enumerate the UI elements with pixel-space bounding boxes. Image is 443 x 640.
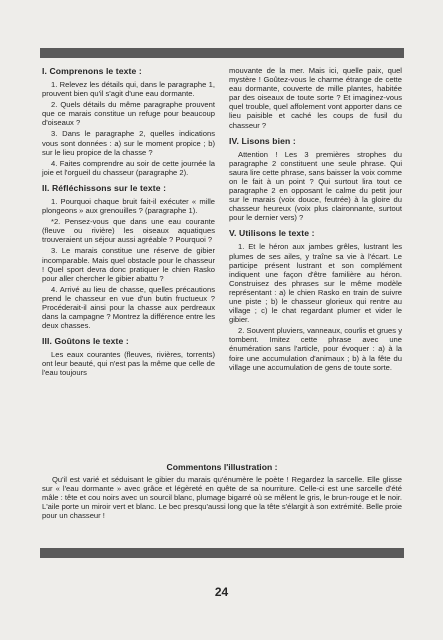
- bottom-rule: [40, 548, 404, 558]
- illustration-section: [42, 462, 402, 520]
- section-2-item-2: *2. Pensez-vous que dans une eau courante (fleuve ou rivière) les oiseaux aquatiques trouveraient un séjour aussi agréable ? Pourquoi ?: [42, 217, 215, 245]
- section-2-item-4: 4. Arrivé au lieu de chasse, quelles précautions prend le chasseur en vue d'un butin fructueux ? Procéderait-il ainsi pour la chasse aux perdreaux dans la campagne ? Montrez la différence entre les deux chasses.: [42, 284, 215, 331]
- section-4-title: IV. Lisons bien :: [229, 135, 296, 146]
- illustration-text: Qu'il est varié et séduisant le gibier du marais qu'énumère le poète ! Regardez la sarcelle. Elle glisse sur « l'eau dormante » avec grâce et légèreté en quête de sa nourriture. Celle-ci est une sarcelle d'été mâle : tête et cou noirs avec un sourcil blanc, plumage bigarré où se mêlent le gris, le brun-rouge et le noir. L'aile porte un miroir vert et blanc. Le bec presqu'aussi long que la tête s'élargit à son extrémité. Belle proie pour un chasseur !: [42, 475, 402, 521]
- page-number: 24: [214, 585, 229, 599]
- section-1-item-4: 4. Faites comprendre au soir de cette journée la joie et l'orgueil du chasseur (paragraphe 2).: [42, 158, 215, 177]
- section-2-title: II. Réfléchissons sur le texte :: [42, 182, 167, 193]
- section-4-text: Attention ! Les 3 premières strophes du paragraphe 2 constituent une seule phrase. Qui saura lire cette phrase, sans baisser la voix comme on le fait à un point ? Qui surtout lira tout ce paragraphe 2 en opposant le calme du petit jour sur le marais (voix douce, feutrée) à la gloire du chasseur heureux (voix plus claironnante, surtout pour le dernier vers) ?: [229, 149, 402, 223]
- section-5-item-1: 1. Et le héron aux jambes grêles, lustrant les plumes de ses ailes, y traîne sa vie à l'écart. Le participe présent lustrant et son complément indiquent une façon d'être familière au héron. Construisez des phrases sur le même modèle représentant : a) le chien Rasko en train de suivre une piste ; b) le chasseur glorieux qui rentre au village ; c) le chat regardant plumer et vider le gibier.: [229, 242, 402, 325]
- section-1-title: I. Comprenons le texte :: [42, 66, 142, 76]
- right-column: [229, 66, 402, 380]
- section-2-item-1: 1. Pourquoi chaque bruit fait-il exécuter « mille plongeons » aux grenouilles ? (paragraphe 1).: [42, 196, 215, 216]
- exercise-columns: [42, 66, 402, 380]
- section-3-title: III. Goûtons le texte :: [42, 336, 129, 347]
- left-column: [42, 66, 215, 380]
- section-1-item-1: 1. Relevez les détails qui, dans le paragraphe 1, prouvent bien qu'il s'agit d'une eau dormante.: [42, 80, 215, 99]
- section-3-text: Les eaux courantes (fleuves, rivières, torrents) ont leur beauté, qui n'est pas la même que celle de l'eau toujours: [42, 350, 215, 378]
- illustration-title: Commentons l'illustration :: [166, 462, 278, 472]
- section-1-item-3: 3. Dans le paragraphe 2, quelles indications vous sont données : a) sur le moment propice ; b) sur le lieu propice de la chasse ?: [42, 129, 215, 157]
- section-3-text-continued: mouvante de la mer. Mais ici, quelle paix, quel mystère ! Goûtez-vous le charme étrange de cette eau dormante, couverte de mille plantes, habitée par des oiseaux de toute sorte ? Et imaginez-vous quel trouble, quel affolement vont apporter dans ce lieu paisible et caché les coups de fusil du chasseur ?: [229, 66, 402, 130]
- section-2-item-3: 3. Le marais constitue une réserve de gibier incomparable. Mais quel obstacle pour le chasseur ! Quel sport devra donc pratiquer le chien Rasko pour aller chercher le gibier abattu ?: [42, 246, 215, 283]
- section-5-item-2: 2. Souvent pluviers, vanneaux, courlis et grues y tombent. Imitez cette phrase avec une énumération sans l'article, pour évoquer : a) à la foire une accumulation d'animaux ; b) à la fête du village une accumulation de gens de toute sorte.: [229, 326, 402, 372]
- section-1-item-2: 2. Quels détails du même paragraphe prouvent que ce marais constitue un refuge pour beaucoup d'oiseaux ?: [42, 100, 215, 128]
- section-5-title: V. Utilisons le texte :: [229, 228, 315, 239]
- top-rule: [40, 48, 404, 58]
